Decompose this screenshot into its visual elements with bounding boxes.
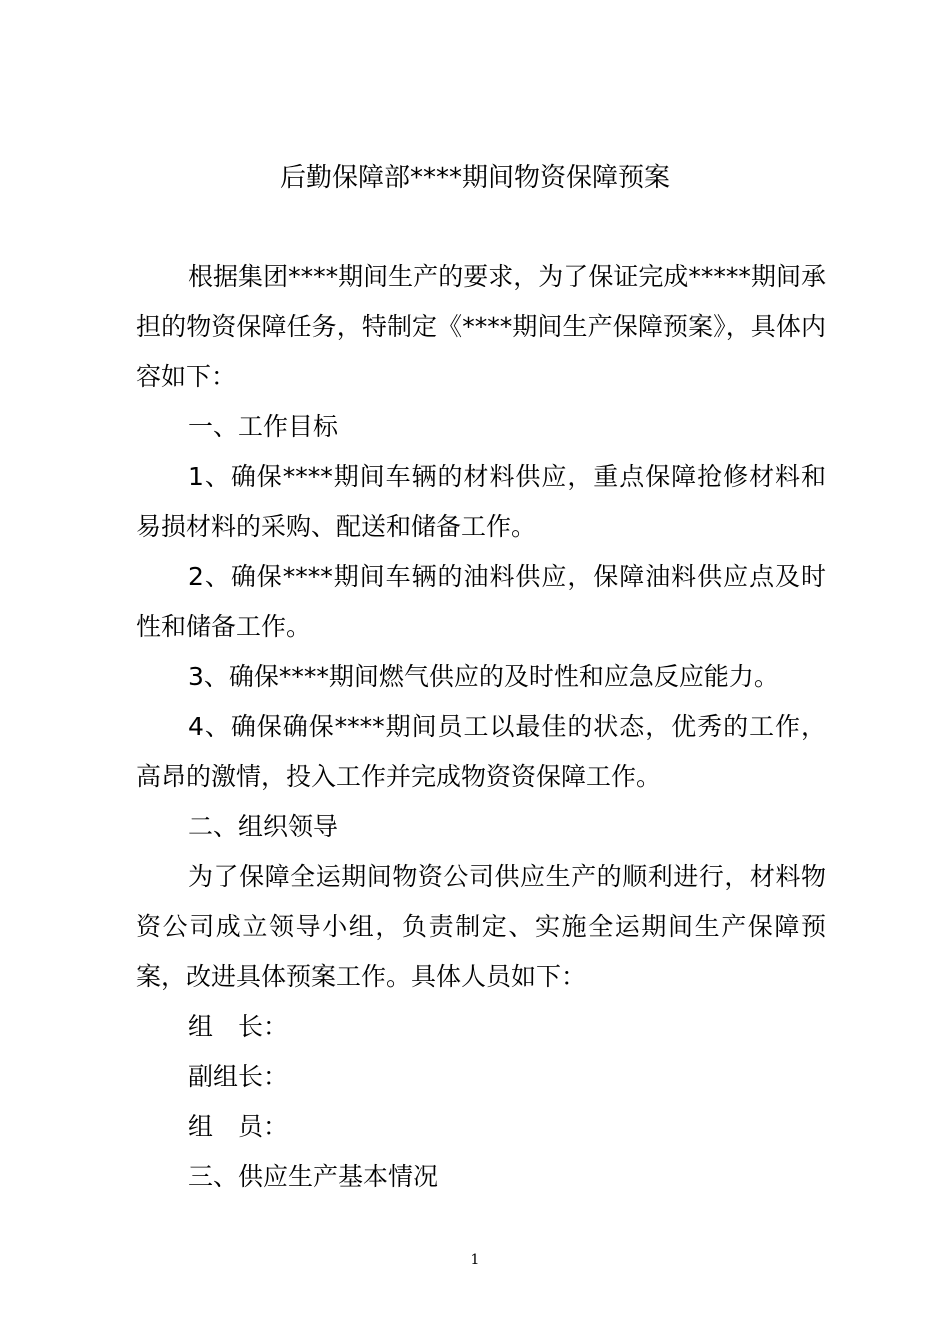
goal-item-3: 3、确保****期间燃气供应的及时性和应急反应能力。 <box>188 662 779 691</box>
document-title: 后勤保障部****期间物资保障预案 <box>279 163 670 193</box>
goal-item-2: 2、确保****期间车辆的油料供应，保障油料供应点及时性和储备工作。 <box>136 562 826 641</box>
deputy-leader-line: 副组长： <box>188 1062 289 1091</box>
team-leader-line: 组 长： <box>188 1012 289 1041</box>
document-body <box>136 252 826 1202</box>
team-members-line: 组 员： <box>188 1112 289 1141</box>
goal-item-4: 4、确保确保****期间员工以最佳的状态，优秀的工作，高昂的激情，投入工作并完成物资资保障工作。 <box>136 712 826 791</box>
intro-paragraph: 根据集团****期间生产的要求，为了保证完成*****期间承担的物资保障任务，特制定《****期间生产保障预案》，具体内容如下： <box>136 262 826 391</box>
section-heading-goals: 一、工作目标 <box>188 412 339 441</box>
leadership-paragraph: 为了保障全运期间物资公司供应生产的顺利进行，材料物资公司成立领导小组，负责制定、实施全运期间生产保障预案，改进具体预案工作。具体人员如下： <box>136 862 826 991</box>
goal-item-1: 1、确保****期间车辆的材料供应，重点保障抢修材料和易损材料的采购、配送和储备工作。 <box>136 462 826 541</box>
section-heading-supply: 三、供应生产基本情况 <box>188 1162 439 1191</box>
section-heading-leadership: 二、组织领导 <box>188 812 339 841</box>
page-number: 1 <box>470 1252 480 1268</box>
